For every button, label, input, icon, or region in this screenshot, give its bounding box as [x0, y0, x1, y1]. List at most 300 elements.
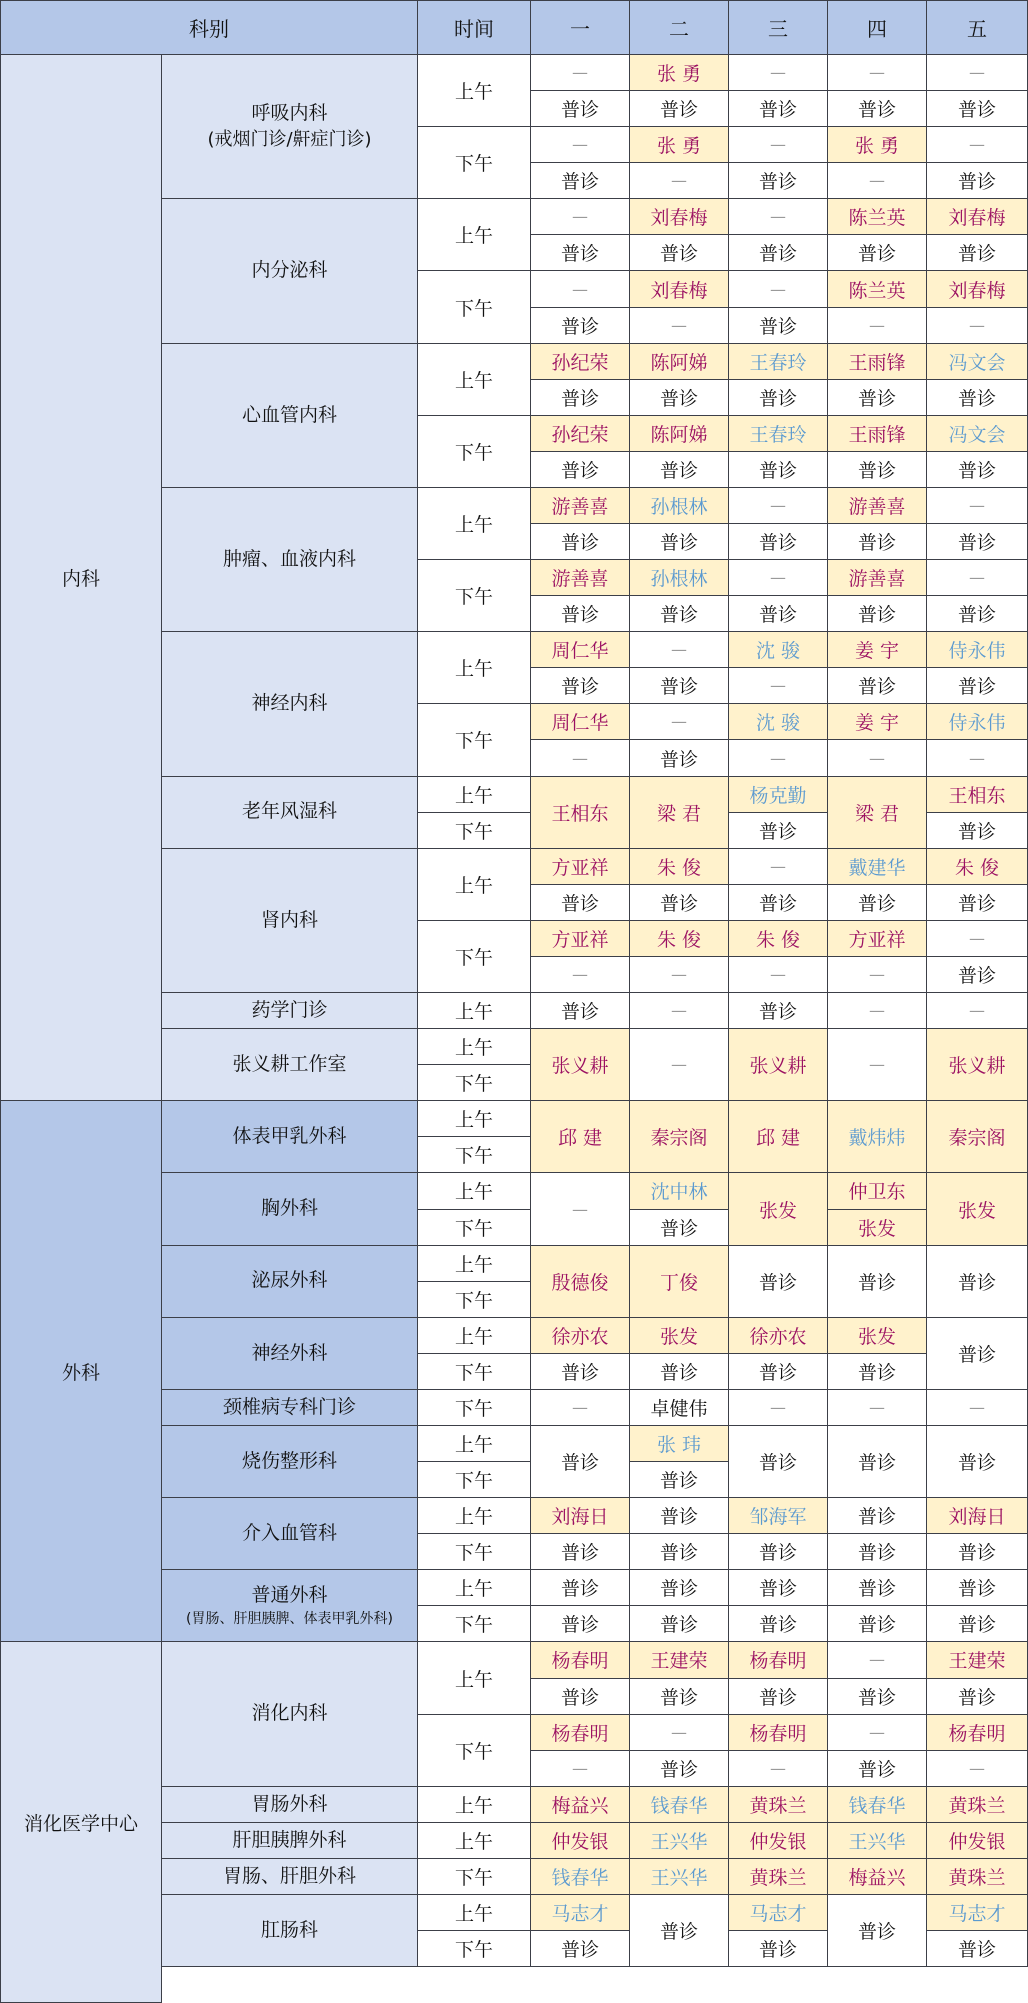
- section-label: 内科: [0, 55, 162, 1101]
- department-name: 烧伤整形科: [241, 1449, 337, 1472]
- doctor-name: 徐亦农: [531, 1318, 630, 1354]
- general-clinic: 普诊: [729, 1426, 828, 1498]
- general-clinic: 普诊: [927, 1679, 1028, 1715]
- doctor-name: 王相东: [927, 777, 1028, 813]
- general-clinic: 普诊: [531, 1570, 630, 1606]
- general-clinic: 普诊: [729, 1534, 828, 1570]
- doctor-name: 王相东: [531, 777, 630, 849]
- no-clinic: —: [927, 560, 1028, 596]
- doctor-name: 杨春明: [729, 1642, 828, 1678]
- department-label: [162, 632, 418, 776]
- no-clinic: —: [828, 740, 927, 776]
- doctor-name: 张发: [630, 1318, 729, 1354]
- no-clinic: —: [630, 993, 729, 1029]
- general-clinic: 普诊: [630, 380, 729, 416]
- no-clinic: —: [729, 849, 828, 885]
- doctor-name: 陈阿娣: [630, 344, 729, 380]
- general-clinic: 普诊: [927, 163, 1028, 199]
- no-clinic: —: [729, 957, 828, 993]
- doctor-name: 侍永伟: [927, 632, 1028, 668]
- general-clinic: 普诊: [630, 596, 729, 632]
- session-time: 上午: [418, 1570, 531, 1606]
- session-time: 下午: [418, 704, 531, 776]
- doctor-name: 张义耕: [531, 1029, 630, 1101]
- session-time: 上午: [418, 199, 531, 271]
- general-clinic: 普诊: [630, 1895, 729, 1967]
- doctor-name: 姜 宇: [828, 632, 927, 668]
- department-label: [162, 993, 418, 1029]
- general-clinic: 普诊: [828, 1426, 927, 1498]
- doctor-name: 仲发银: [531, 1823, 630, 1859]
- doctor-name: 杨克勤: [729, 777, 828, 813]
- doctor-name: 黄珠兰: [927, 1859, 1028, 1895]
- header-time: 时间: [418, 0, 531, 55]
- session-time: 下午: [418, 1137, 531, 1173]
- no-clinic: —: [927, 488, 1028, 524]
- department-name: 药学门诊: [251, 998, 328, 1021]
- department-subtitle: (戒烟门诊/鼾症门诊): [207, 129, 372, 151]
- doctor-name: 王雨锋: [828, 344, 927, 380]
- general-clinic: 普诊: [927, 452, 1028, 488]
- no-clinic: —: [729, 1751, 828, 1787]
- department-label: [162, 1426, 418, 1498]
- doctor-name: 张发: [729, 1173, 828, 1245]
- session-time: 上午: [418, 777, 531, 813]
- doctor-name: 钱春华: [531, 1859, 630, 1895]
- department-label: [162, 1029, 418, 1101]
- general-clinic: 普诊: [828, 235, 927, 271]
- header-weekday: 三: [729, 0, 828, 55]
- department-label: [162, 1498, 418, 1570]
- header-weekday: 四: [828, 0, 927, 55]
- doctor-name: 黄珠兰: [927, 1787, 1028, 1823]
- general-clinic: 普诊: [927, 1318, 1028, 1390]
- doctor-name: 丁俊: [630, 1246, 729, 1318]
- doctor-name: 仲卫东: [828, 1173, 927, 1209]
- session-time: 上午: [418, 488, 531, 560]
- no-clinic: —: [729, 55, 828, 91]
- department-label: [162, 1173, 418, 1245]
- doctor-name: 游善喜: [531, 488, 630, 524]
- doctor-name: 游善喜: [531, 560, 630, 596]
- no-clinic: —: [927, 1390, 1028, 1426]
- general-clinic: 普诊: [828, 1534, 927, 1570]
- department-name: 呼吸内科: [251, 101, 328, 124]
- doctor-name: 黄珠兰: [729, 1859, 828, 1895]
- doctor-name: 孙纪荣: [531, 344, 630, 380]
- no-clinic: —: [927, 55, 1028, 91]
- doctor-name: 马志才: [729, 1895, 828, 1931]
- general-clinic: 普诊: [927, 524, 1028, 560]
- general-clinic: 普诊: [630, 1606, 729, 1642]
- department-name: 泌尿外科: [251, 1269, 328, 1292]
- general-clinic: 普诊: [531, 1931, 630, 1967]
- general-clinic: 普诊: [630, 1751, 729, 1787]
- session-time: 下午: [418, 1931, 531, 1967]
- session-time: 下午: [418, 1606, 531, 1642]
- department-name: 心血管内科: [241, 403, 337, 426]
- doctor-name: 张 勇: [630, 55, 729, 91]
- department-label: [162, 1390, 418, 1426]
- general-clinic: 普诊: [927, 1534, 1028, 1570]
- general-clinic: 普诊: [531, 524, 630, 560]
- doctor-name: 戴炜炜: [828, 1101, 927, 1173]
- doctor-name: 刘海日: [531, 1498, 630, 1534]
- general-clinic: 普诊: [729, 163, 828, 199]
- session-time: 下午: [418, 1065, 531, 1101]
- no-clinic: —: [630, 957, 729, 993]
- no-clinic: —: [927, 993, 1028, 1029]
- doctor-name: 邱 建: [729, 1101, 828, 1173]
- session-time: 上午: [418, 1101, 531, 1137]
- general-clinic: 普诊: [531, 91, 630, 127]
- general-clinic: 普诊: [630, 1210, 729, 1246]
- general-clinic: 普诊: [531, 1606, 630, 1642]
- department-label: [162, 1570, 418, 1642]
- doctor-name: 王雨锋: [828, 416, 927, 452]
- doctor-name: 梁 君: [828, 777, 927, 849]
- header-weekday: 一: [531, 0, 630, 55]
- session-time: 下午: [418, 1462, 531, 1498]
- no-clinic: —: [729, 740, 828, 776]
- general-clinic: 普诊: [630, 1679, 729, 1715]
- doctor-name: 张发: [927, 1173, 1028, 1245]
- general-clinic: 普诊: [729, 452, 828, 488]
- general-clinic: 普诊: [531, 596, 630, 632]
- no-clinic: —: [630, 704, 729, 740]
- no-clinic: —: [630, 163, 729, 199]
- doctor-name: 王建荣: [927, 1642, 1028, 1678]
- department-name: 消化内科: [251, 1702, 328, 1725]
- session-time: 下午: [418, 1859, 531, 1895]
- doctor-name: 张 玮: [630, 1426, 729, 1462]
- department-subtitle: (胃肠、肝胆胰脾、体表甲乳外科): [186, 1611, 393, 1628]
- doctor-name: 张义耕: [729, 1029, 828, 1101]
- doctor-name: 张发: [828, 1210, 927, 1246]
- general-clinic: 普诊: [828, 1895, 927, 1967]
- doctor-name: 姜 宇: [828, 704, 927, 740]
- session-time: 上午: [418, 1318, 531, 1354]
- doctor-name: 方亚祥: [531, 921, 630, 957]
- doctor-name: 仲发银: [729, 1823, 828, 1859]
- doctor-name: 张发: [828, 1318, 927, 1354]
- department-name: 体表甲乳外科: [232, 1125, 347, 1148]
- session-time: 上午: [418, 1246, 531, 1282]
- header-department: 科别: [0, 0, 418, 55]
- no-clinic: —: [927, 1751, 1028, 1787]
- general-clinic: 普诊: [927, 235, 1028, 271]
- general-clinic: 普诊: [630, 1498, 729, 1534]
- session-time: 下午: [418, 127, 531, 199]
- session-time: 上午: [418, 1895, 531, 1931]
- department-label: [162, 344, 418, 488]
- no-clinic: —: [828, 957, 927, 993]
- no-clinic: —: [531, 957, 630, 993]
- doctor-name: 冯文会: [927, 416, 1028, 452]
- doctor-name: 王兴华: [630, 1823, 729, 1859]
- general-clinic: 普诊: [531, 993, 630, 1029]
- no-clinic: —: [828, 55, 927, 91]
- session-time: 下午: [418, 1210, 531, 1246]
- session-time: 上午: [418, 1173, 531, 1209]
- general-clinic: 普诊: [828, 452, 927, 488]
- doctor-name: 王兴华: [630, 1859, 729, 1895]
- no-clinic: —: [630, 632, 729, 668]
- department-name: 胸外科: [260, 1197, 318, 1220]
- general-clinic: 普诊: [927, 596, 1028, 632]
- general-clinic: 普诊: [729, 993, 828, 1029]
- department-label: [162, 1859, 418, 1895]
- general-clinic: 普诊: [828, 524, 927, 560]
- no-clinic: —: [531, 127, 630, 163]
- general-clinic: 普诊: [630, 740, 729, 776]
- doctor-name: 秦宗阁: [927, 1101, 1028, 1173]
- session-time: 上午: [418, 1823, 531, 1859]
- general-clinic: 普诊: [828, 596, 927, 632]
- general-clinic: 普诊: [828, 668, 927, 704]
- no-clinic: —: [927, 127, 1028, 163]
- no-clinic: —: [729, 199, 828, 235]
- doctor-name: 张义耕: [927, 1029, 1028, 1101]
- general-clinic: 普诊: [729, 308, 828, 344]
- no-clinic: —: [729, 560, 828, 596]
- doctor-name: 沈 骏: [729, 704, 828, 740]
- doctor-name: 侍永伟: [927, 704, 1028, 740]
- doctor-name: 杨春明: [927, 1715, 1028, 1751]
- doctor-name: 陈阿娣: [630, 416, 729, 452]
- general-clinic: 普诊: [630, 524, 729, 560]
- general-clinic: 普诊: [630, 452, 729, 488]
- department-name: 颈椎病专科门诊: [222, 1395, 356, 1418]
- no-clinic: —: [531, 1173, 630, 1245]
- department-name: 神经外科: [251, 1341, 328, 1364]
- session-time: 上午: [418, 632, 531, 704]
- header-weekday: 二: [630, 0, 729, 55]
- doctor-name: 杨春明: [531, 1642, 630, 1678]
- doctor-name: 刘春梅: [630, 271, 729, 307]
- general-clinic: 普诊: [927, 813, 1028, 849]
- doctor-name: 王兴华: [828, 1823, 927, 1859]
- no-clinic: —: [927, 921, 1028, 957]
- department-name: 肝胆胰脾外科: [232, 1828, 347, 1851]
- general-clinic: 普诊: [927, 1570, 1028, 1606]
- doctor-name: 殷德俊: [531, 1246, 630, 1318]
- general-clinic: 普诊: [828, 380, 927, 416]
- doctor-name: 梅益兴: [531, 1787, 630, 1823]
- doctor-name: 马志才: [531, 1895, 630, 1931]
- no-clinic: —: [828, 993, 927, 1029]
- doctor-name: 梅益兴: [828, 1859, 927, 1895]
- department-label: [162, 1823, 418, 1859]
- session-time: 上午: [418, 1426, 531, 1462]
- department-label: [162, 55, 418, 199]
- general-clinic: 普诊: [927, 885, 1028, 921]
- department-label: [162, 1101, 418, 1173]
- general-clinic: 普诊: [927, 668, 1028, 704]
- department-name: 胃肠外科: [251, 1792, 328, 1815]
- doctor-name: 冯文会: [927, 344, 1028, 380]
- general-clinic: 普诊: [828, 885, 927, 921]
- general-clinic: 普诊: [729, 1354, 828, 1390]
- general-clinic: 普诊: [927, 1246, 1028, 1318]
- no-clinic: —: [828, 1642, 927, 1678]
- session-time: 下午: [418, 1534, 531, 1570]
- general-clinic: 普诊: [531, 308, 630, 344]
- general-clinic: 普诊: [927, 1426, 1028, 1498]
- no-clinic: —: [828, 1390, 927, 1426]
- section-label: 消化医学中心: [0, 1642, 162, 2003]
- general-clinic: 普诊: [729, 91, 828, 127]
- general-clinic: 普诊: [927, 1931, 1028, 1967]
- session-time: 上午: [418, 344, 531, 416]
- no-clinic: —: [630, 308, 729, 344]
- session-time: 下午: [418, 560, 531, 632]
- general-clinic: 普诊: [927, 1606, 1028, 1642]
- doctor-name: 马志才: [927, 1895, 1028, 1931]
- general-clinic: 普诊: [630, 1462, 729, 1498]
- general-clinic: 普诊: [531, 452, 630, 488]
- doctor-name: 王春玲: [729, 344, 828, 380]
- general-clinic: 普诊: [729, 1570, 828, 1606]
- doctor-name: 周仁华: [531, 704, 630, 740]
- department-name: 胃肠、肝胆外科: [222, 1864, 356, 1887]
- doctor-name: 仲发银: [927, 1823, 1028, 1859]
- general-clinic: 普诊: [828, 1751, 927, 1787]
- no-clinic: —: [729, 127, 828, 163]
- session-time: 下午: [418, 271, 531, 343]
- general-clinic: 普诊: [531, 668, 630, 704]
- doctor-name: 邹海军: [729, 1498, 828, 1534]
- doctor-name: 徐亦农: [729, 1318, 828, 1354]
- doctor-name: 陈兰英: [828, 271, 927, 307]
- department-name: 张义耕工作室: [232, 1052, 347, 1075]
- doctor-name: 邱 建: [531, 1101, 630, 1173]
- no-clinic: —: [729, 488, 828, 524]
- no-clinic: —: [531, 271, 630, 307]
- department-name: 神经内科: [251, 692, 328, 715]
- no-clinic: —: [828, 308, 927, 344]
- general-clinic: 普诊: [729, 1931, 828, 1967]
- general-clinic: 普诊: [630, 1354, 729, 1390]
- doctor-name: 杨春明: [531, 1715, 630, 1751]
- no-clinic: —: [630, 1715, 729, 1751]
- session-time: 上午: [418, 1029, 531, 1065]
- general-clinic: 普诊: [630, 885, 729, 921]
- no-clinic: —: [828, 1715, 927, 1751]
- department-label: [162, 1318, 418, 1390]
- no-clinic: —: [927, 740, 1028, 776]
- department-name: 普通外科: [251, 1583, 328, 1606]
- session-time: 下午: [418, 1354, 531, 1390]
- doctor-name: 沈 骏: [729, 632, 828, 668]
- doctor-name: 陈兰英: [828, 199, 927, 235]
- doctor-name: 梁 君: [630, 777, 729, 849]
- general-clinic: 普诊: [729, 235, 828, 271]
- general-clinic: 普诊: [828, 1354, 927, 1390]
- general-clinic: 普诊: [927, 957, 1028, 993]
- general-clinic: 普诊: [729, 1606, 828, 1642]
- doctor-name: 方亚祥: [531, 849, 630, 885]
- general-clinic: 普诊: [531, 885, 630, 921]
- session-time: 下午: [418, 416, 531, 488]
- doctor-name: 张 勇: [828, 127, 927, 163]
- session-time: 上午: [418, 1642, 531, 1714]
- no-clinic: —: [729, 271, 828, 307]
- general-clinic: 普诊: [531, 1426, 630, 1498]
- general-clinic: 普诊: [729, 813, 828, 849]
- session-time: 上午: [418, 993, 531, 1029]
- no-clinic: —: [531, 1390, 630, 1426]
- doctor-name: 张 勇: [630, 127, 729, 163]
- session-time: 下午: [418, 1715, 531, 1787]
- general-clinic: 普诊: [828, 1679, 927, 1715]
- doctor-name: 朱 俊: [630, 921, 729, 957]
- department-label: [162, 1642, 418, 1786]
- doctor-name: 孙纪荣: [531, 416, 630, 452]
- department-name: 肿瘤、血液内科: [222, 547, 356, 570]
- department-label: [162, 199, 418, 343]
- no-clinic: —: [729, 668, 828, 704]
- no-clinic: —: [828, 163, 927, 199]
- department-name: 介入血管科: [241, 1521, 337, 1544]
- general-clinic: 普诊: [531, 1534, 630, 1570]
- doctor-name: 刘海日: [927, 1498, 1028, 1534]
- no-clinic: —: [630, 1029, 729, 1101]
- general-clinic: 普诊: [828, 1498, 927, 1534]
- no-clinic: —: [531, 740, 630, 776]
- doctor-name: 杨春明: [729, 1715, 828, 1751]
- general-clinic: 普诊: [729, 524, 828, 560]
- general-clinic: 普诊: [828, 1246, 927, 1318]
- doctor-name: 刘春梅: [630, 199, 729, 235]
- session-time: 下午: [418, 1390, 531, 1426]
- general-clinic: 普诊: [630, 1534, 729, 1570]
- no-clinic: —: [531, 199, 630, 235]
- general-clinic: 普诊: [828, 1570, 927, 1606]
- doctor-name: 王建荣: [630, 1642, 729, 1678]
- doctor-name: 游善喜: [828, 488, 927, 524]
- doctor-name: 朱 俊: [630, 849, 729, 885]
- doctor-name: 孙根林: [630, 488, 729, 524]
- general-clinic: 普诊: [630, 668, 729, 704]
- general-clinic: 普诊: [729, 380, 828, 416]
- general-clinic: 普诊: [927, 380, 1028, 416]
- no-clinic: —: [927, 308, 1028, 344]
- section-label: 外科: [0, 1101, 162, 1642]
- department-label: [162, 488, 418, 632]
- header-weekday: 五: [927, 0, 1028, 55]
- doctor-name: 戴建华: [828, 849, 927, 885]
- department-label: [162, 1895, 418, 1967]
- department-name: 肾内科: [260, 908, 318, 931]
- doctor-name: 孙根林: [630, 560, 729, 596]
- department-name: 肛肠科: [260, 1918, 318, 1941]
- session-time: 上午: [418, 849, 531, 921]
- department-label: [162, 849, 418, 993]
- session-time: 上午: [418, 1498, 531, 1534]
- general-clinic: 普诊: [729, 1246, 828, 1318]
- doctor-name: 王春玲: [729, 416, 828, 452]
- general-clinic: 普诊: [729, 885, 828, 921]
- doctor-name: 沈中林: [630, 1173, 729, 1209]
- session-time: 下午: [418, 813, 531, 849]
- doctor-name: 刘春梅: [927, 271, 1028, 307]
- department-label: [162, 1787, 418, 1823]
- session-time: 下午: [418, 921, 531, 993]
- doctor-name: 秦宗阁: [630, 1101, 729, 1173]
- doctor-name: 钱春华: [630, 1787, 729, 1823]
- general-clinic: 普诊: [531, 163, 630, 199]
